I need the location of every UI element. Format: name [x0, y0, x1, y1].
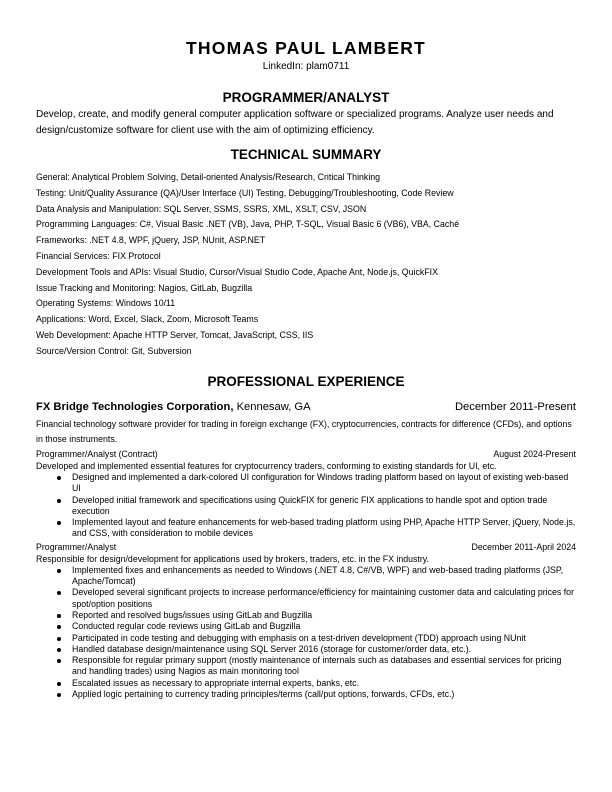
bullet-dot-icon [57, 625, 61, 629]
bullet-item [36, 495, 576, 518]
role-bullets [36, 472, 576, 540]
company-location: Kennesaw, GA [236, 400, 311, 413]
skill-item: Development Tools and APIs: Visual Studio, Cursor/Visual Studio Code, Apache Ant, Node.js, QuickFIX [36, 266, 438, 277]
bullet-item [36, 587, 576, 610]
bullet-dot-icon [57, 648, 61, 652]
bullet-dot-icon [57, 659, 61, 663]
skill-item: Frameworks: .NET 4.8, WPF, jQuery, JSP, NUnit, ASP.NET [36, 235, 266, 246]
role-line [36, 541, 576, 553]
role-line [36, 448, 576, 460]
role-description: Responsible for design/development for applications used by brokers, traders, etc. in the FX industry. [36, 553, 429, 564]
bullet-item [36, 517, 576, 540]
bullet-text: Applied logic pertaining to currency trading principles/terms (call/put options, forwards, CFDs, etc.) [72, 689, 455, 700]
bullet-dot-icon [57, 614, 61, 618]
experience-entry [36, 400, 576, 701]
bullet-dot-icon [57, 499, 61, 503]
skills-list [36, 170, 576, 360]
bullet-dot-icon [57, 591, 61, 595]
skill-item: Applications: Word, Excel, Slack, Zoom, Microsoft Teams [36, 314, 259, 325]
bullet-text: Responsible for regular primary support (mostly maintenance of internals such as databases and essential services for pricing and handling trades) using Nagios as main monitoring tool [72, 655, 562, 677]
bullet-dot-icon [57, 693, 61, 697]
bullet-item [36, 565, 576, 588]
objective-text: Develop, create, and modify general computer application software or specialized programs. Analyze user needs and design/customize software for client use with the aim of optimizing efficiency. [36, 109, 554, 136]
bullet-dot-icon [57, 476, 61, 480]
bullet-dot-icon [57, 569, 61, 573]
bullet-dot-icon [57, 637, 61, 641]
candidate-name: THOMAS PAUL LAMBERT [186, 38, 426, 58]
linkedin-contact: LinkedIn: plam0711 [262, 61, 350, 72]
skill-item: Programming Languages: C#, Visual Basic .NET (VB), Java, PHP, T-SQL, Visual Basic 6 (VB6), VBA, Caché [36, 219, 460, 230]
bullet-text: Developed initial framework and specifications using QuickFIX for generic FIX applications to handle spot and option trade execution [72, 494, 548, 516]
bullet-item [36, 633, 576, 644]
skill-item: Operating Systems: Windows 10/11 [36, 298, 176, 309]
role-title: Programmer/Analyst (Contract) [36, 448, 158, 459]
skill-item: Source/Version Control: Git, Subversion [36, 345, 192, 356]
company-heading [36, 400, 311, 414]
bullet-text: Conducted regular code reviews using GitLab and Bugzilla [72, 621, 301, 632]
skill-item: Financial Services: FIX Protocol [36, 250, 161, 261]
company-dates: December 2011-Present [454, 400, 576, 413]
bullet-text: Participated in code testing and debugging with emphasis on a test-driven development (TDD) approach using NUnit [72, 632, 526, 643]
bullet-text: Reported and resolved bugs/issues using GitLab and Bugzilla [72, 609, 313, 620]
skill-item: Testing: Unit/Quality Assurance (QA)/User Interface (UI) Testing, Debugging/Troubleshooting, Code Review [36, 187, 454, 198]
role-bullets [36, 565, 576, 701]
role-dates: December 2011-April 2024 [471, 541, 576, 552]
skill-item: General: Analytical Problem Solving, Detail-oriented Analysis/Research, Critical Thinking [36, 172, 381, 182]
company-line [36, 400, 576, 414]
role-dates: August 2024-Present [493, 448, 576, 459]
skill-item: Data Analysis and Manipulation: SQL Server, SSMS, SSRS, XML, XSLT, CSV, JSON [36, 203, 367, 214]
bullet-text: Designed and implemented a dark-colored UI configuration for Windows trading platform based on layout of existing web-based UI [72, 471, 569, 494]
company-name: FX Bridge Technologies Corporation, [36, 400, 234, 413]
skill-item: Issue Tracking and Monitoring: Nagios, GitLab, Bugzilla [36, 282, 253, 293]
bullet-item [36, 655, 576, 678]
bullet-text: Implemented layout and feature enhancements for web-based trading platform using PHP, Apache HTTP Server, jQuery, Node.js, and CSS, with consideration to mobile devices [72, 517, 576, 539]
bullet-item [36, 678, 576, 689]
bullet-text: Implemented fixes and enhancements as needed to Windows (.NET 4.8, C#/VB, WPF) and web-based trading platforms (JSP, Apache/Tomcat) [72, 564, 564, 587]
bullet-item [36, 621, 576, 632]
summary-title: TECHNICAL SUMMARY [230, 147, 382, 162]
bullet-text: Handled database design/maintenance using SQL Server 2016 (storage for customer/order data, etc.). [72, 643, 472, 654]
bullet-dot-icon [57, 521, 61, 525]
company-description: Financial technology software provider for trading in foreign exchange (FX), cryptocurrencies, contracts for difference (CFDs), and options in those instruments. [36, 418, 572, 444]
role-title: Programmer/Analyst [36, 541, 117, 552]
resume-page [36, 38, 576, 700]
bullet-text: Escalated issues as necessary to appropriate internal experts, banks, etc. [72, 677, 360, 688]
bullet-item [36, 644, 576, 655]
bullet-item [36, 689, 576, 700]
bullet-dot-icon [57, 682, 61, 686]
bullet-item [36, 610, 576, 621]
skill-item: Web Development: Apache HTTP Server, Tomcat, JavaScript, CSS, IIS [36, 329, 314, 340]
role-description: Developed and implemented essential features for cryptocurrency traders, conforming to existing standards for UI, etc. [36, 460, 497, 471]
bullet-item [36, 472, 576, 495]
experience-title: PROFESSIONAL EXPERIENCE [207, 373, 405, 389]
bullet-text: Developed several significant projects to increase performance/efficiency for maintaining customer data and calculating prices for spot/option positions [72, 587, 575, 609]
objective-title: PROGRAMMER/ANALYST [222, 90, 390, 105]
